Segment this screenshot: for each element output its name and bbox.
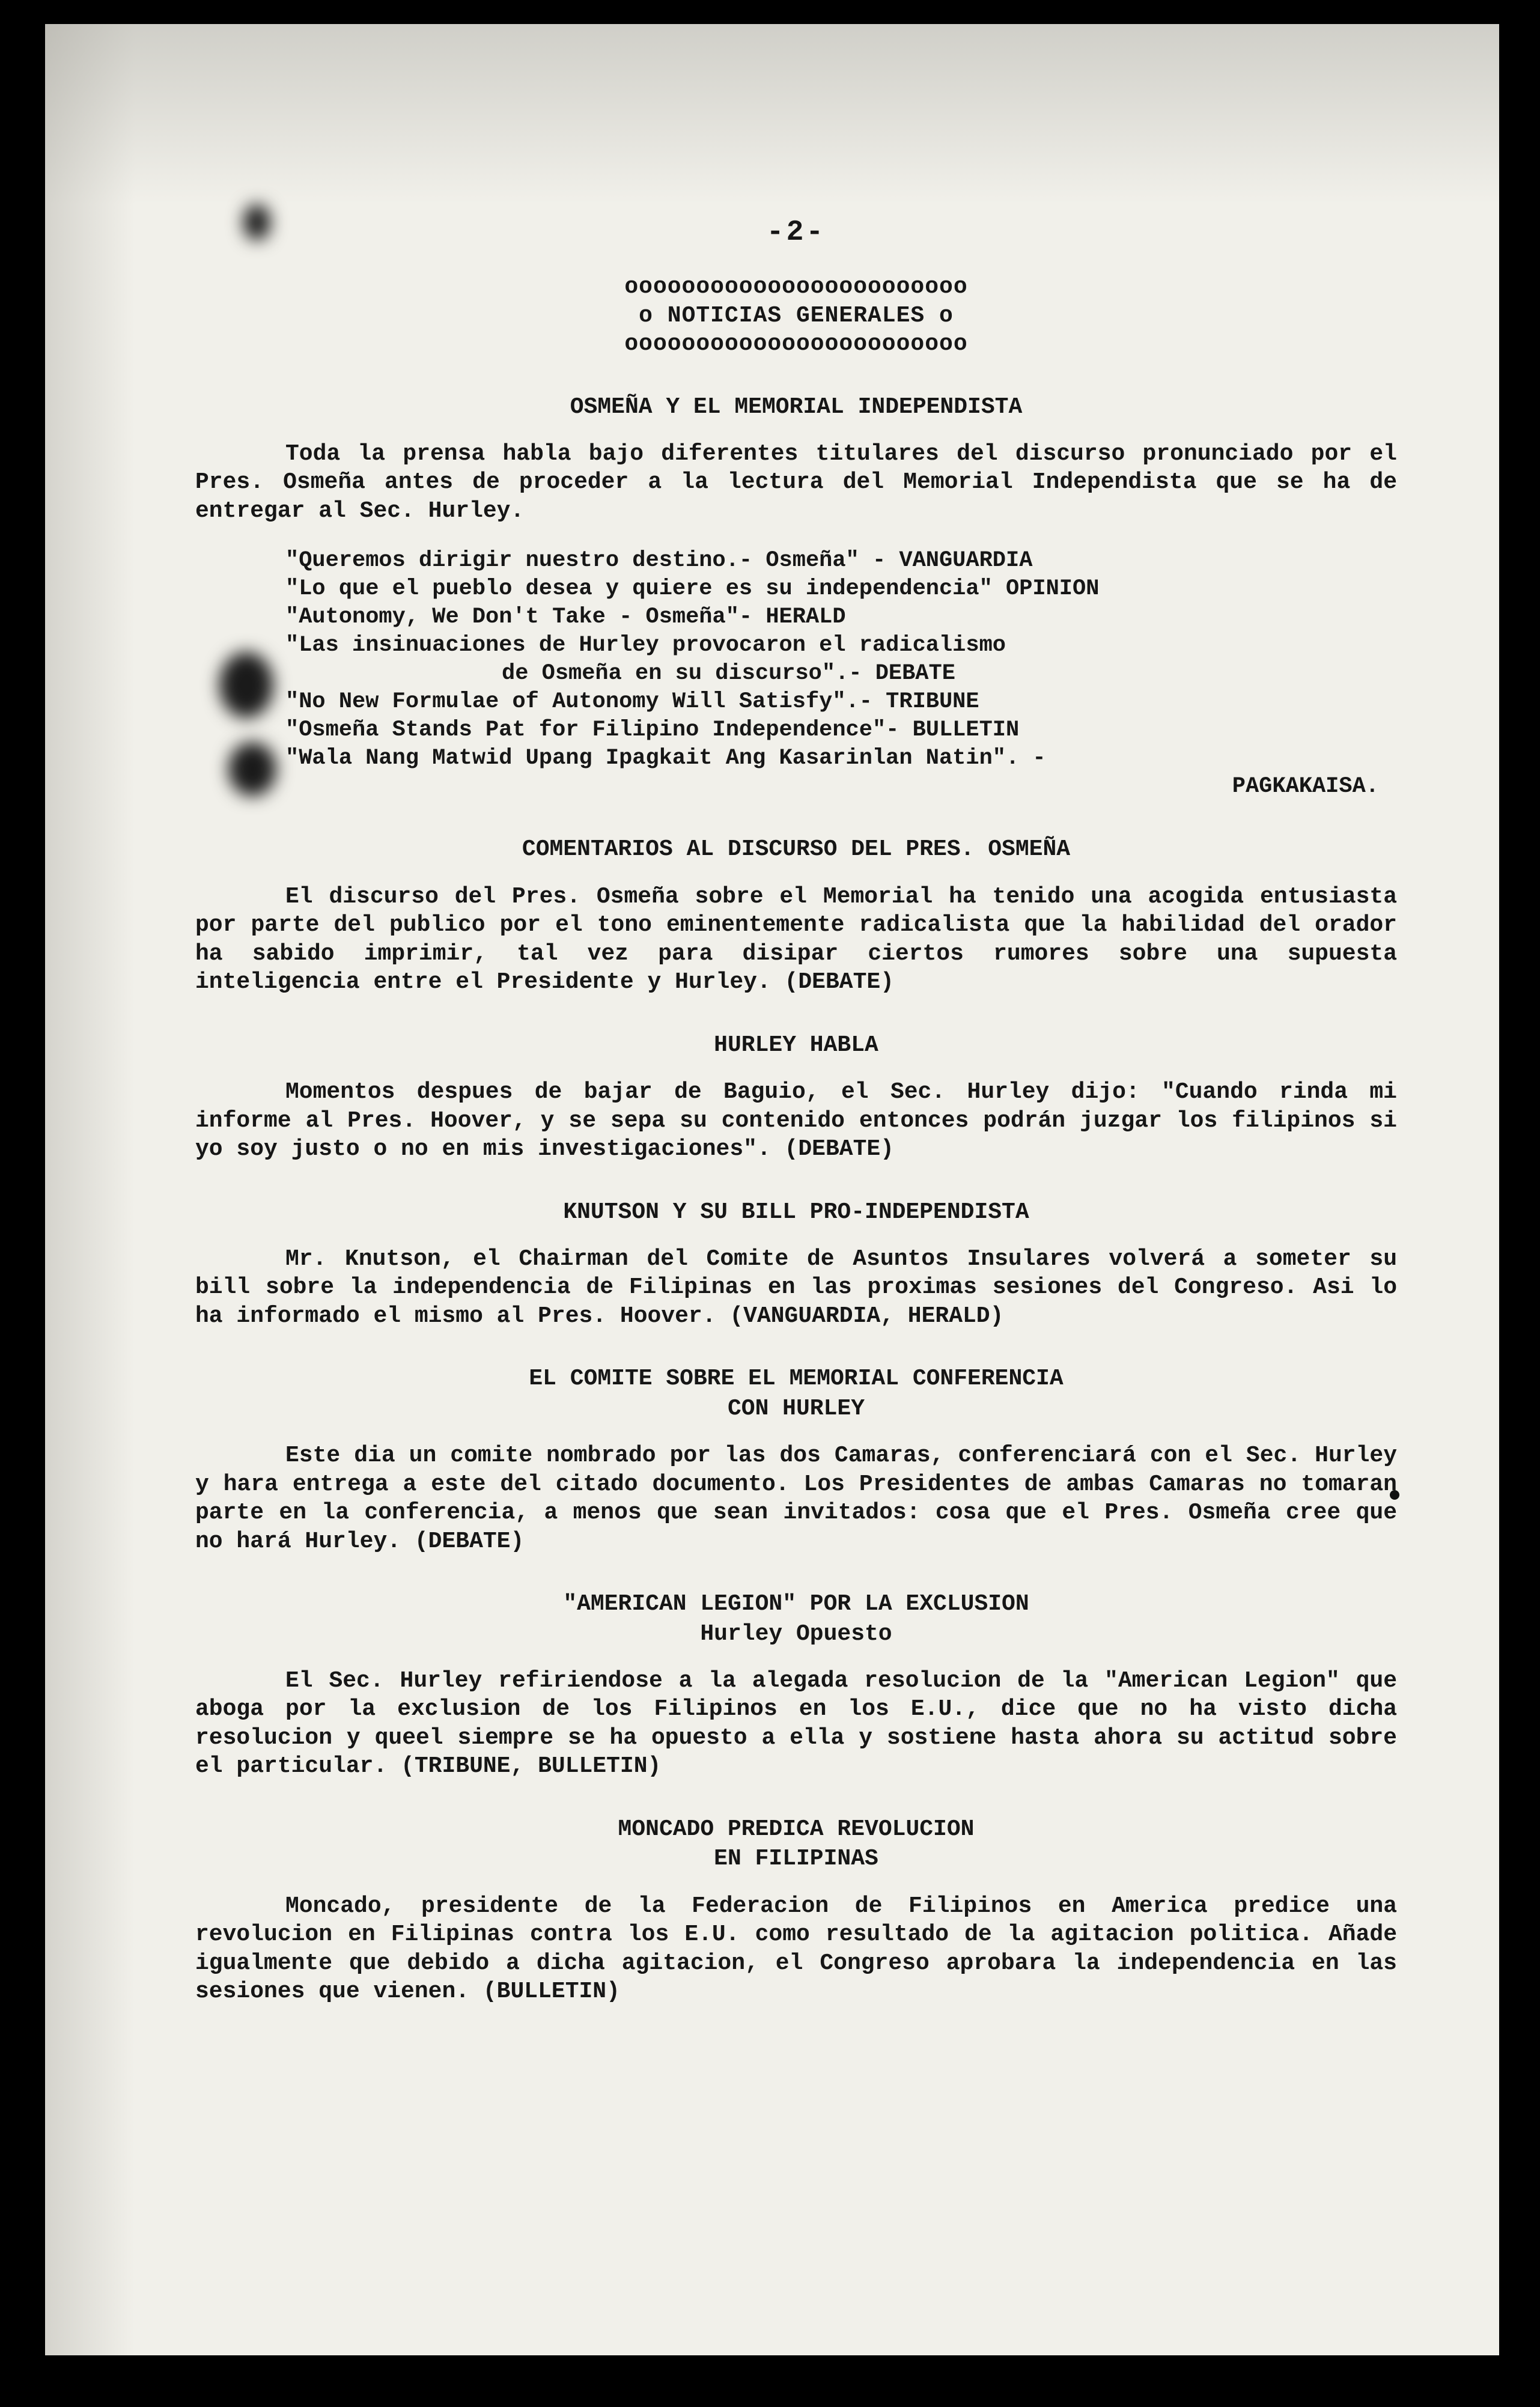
section-body: El Sec. Hurley refiriendose a la alegada resolucion de la "American Legion" que aboga por la exclusion de los Filipinos en los E.U., dice que no ha visto dicha resolucion y queel siempre se ha opuesto a ella y sostiene hasta ahora su actitud sobre el particular. (TRIBUNE, BULLETIN) [195, 1667, 1397, 1780]
section-heading: KNUTSON Y SU BILL PRO-INDEPENDISTA [563, 1199, 1029, 1225]
news-item [195, 1815, 1397, 2006]
heading-subline: Hurley Opuesto [700, 1620, 892, 1647]
heading-subline: CON HURLEY [727, 1395, 865, 1422]
heading-line: "AMERICAN LEGION" POR LA EXCLUSION [563, 1591, 1029, 1617]
section-body: Este dia un comite nombrado por las dos Camaras, conferenciará con el Sec. Hurley y hara entrega a este del citado documento. Los Presidentes de ambas Camaras no tomaran parte en la conferencia, a menos que sean invitados: cosa que el Pres. Osmeña cree que no hará Hurley. (DEBATE) [195, 1443, 1397, 1554]
headline-quotes [285, 547, 1397, 801]
quote-line: PAGKAKAISA. [1232, 774, 1379, 800]
news-item [195, 835, 1397, 996]
banner-border-bottom: oooooooooooooooooooooooo [624, 331, 968, 357]
news-item [195, 1030, 1397, 1164]
quote-line: de Osmeña en su discurso".- DEBATE [502, 661, 955, 687]
news-item [195, 1364, 1397, 1556]
heading-subline: EN FILIPINAS [714, 1846, 878, 1872]
news-item [195, 1589, 1397, 1781]
section-heading [195, 1815, 1397, 1874]
section-heading [195, 1364, 1397, 1423]
news-item [195, 1197, 1397, 1331]
section-heading [195, 1589, 1397, 1649]
heading-line: EL COMITE SOBRE EL MEMORIAL CONFERENCIA [529, 1366, 1064, 1392]
section-heading: OSMEÑA Y EL MEMORIAL INDEPENDISTA [570, 394, 1023, 420]
section-body: Toda la prensa habla bajo diferentes titulares del discurso pronunciado por el Pres. Osmeña antes de proceder a la lectura del Memorial Independista que se ha de entregar al Sec. Hurley. [195, 440, 1397, 524]
section-heading: COMENTARIOS AL DISCURSO DEL PRES. OSMEÑA [522, 836, 1071, 863]
document-page [45, 24, 1499, 2355]
quote-line: "Autonomy, We Don't Take - Osmeña"- HERALD [285, 604, 846, 630]
quote-line: "No New Formulae of Autonomy Will Satisfy".- TRIBUNE [285, 689, 979, 715]
banner-title: o NOTICIAS GENERALES o [639, 302, 954, 329]
quote-line: "Las insinuaciones de Hurley provocaron el radicalismo [285, 633, 1006, 659]
banner-border-top: oooooooooooooooooooooooo [624, 274, 968, 300]
section-body: Mr. Knutson, el Chairman del Comite de Asuntos Insulares volverá a someter su bill sobre la independencia de Filipinas en las proximas sesiones del Congreso. Asi lo ha informado el mismo al Pres. Hoover. (VANGUARDIA, HERALD) [195, 1246, 1397, 1329]
section-body: El discurso del Pres. Osmeña sobre el Memorial ha tenido una acogida entusiasta por parte del publico por el tono eminentemente radicalista que la habilidad del orador ha sabido imprimir, tal vez para disipar ciertos rumores sobre una supuesta inteligencia entre el Presidente y Hurley. (DEBATE) [195, 883, 1397, 996]
quote-line: "Wala Nang Matwid Upang Ipagkait Ang Kasarinlan Natin". - [285, 746, 1046, 771]
page-number: -2- [766, 216, 826, 249]
document-content [195, 216, 1397, 2006]
news-item [195, 392, 1397, 802]
quote-line: "Lo que el pueblo desea y quiere es su independencia" OPINION [285, 576, 1100, 602]
quote-line: "Queremos dirigir nuestro destino.- Osmeña" - VANGUARDIA [285, 548, 1033, 574]
quote-line: "Osmeña Stands Pat for Filipino Independence"- BULLETIN [285, 717, 1020, 743]
section-heading: HURLEY HABLA [714, 1032, 878, 1058]
section-banner [195, 273, 1397, 359]
heading-line: MONCADO PREDICA REVOLUCION [618, 1816, 975, 1842]
section-body: Moncado, presidente de la Federacion de Filipinos en America predice una revolucion en Filipinas contra los E.U. como resultado de la agitacion politica. Añade igualmente que debido a dicha agitacion, el Congreso aprobara la independencia en las sesiones que vienen. (BULLETIN) [195, 1893, 1397, 2005]
section-body: Momentos despues de bajar de Baguio, el Sec. Hurley dijo: "Cuando rinda mi informe al Pres. Hoover, y se sepa su contenido entonces podrán juzgar los filipinos si yo soy justo o no en mis investigaciones". (DEBATE) [195, 1079, 1397, 1163]
